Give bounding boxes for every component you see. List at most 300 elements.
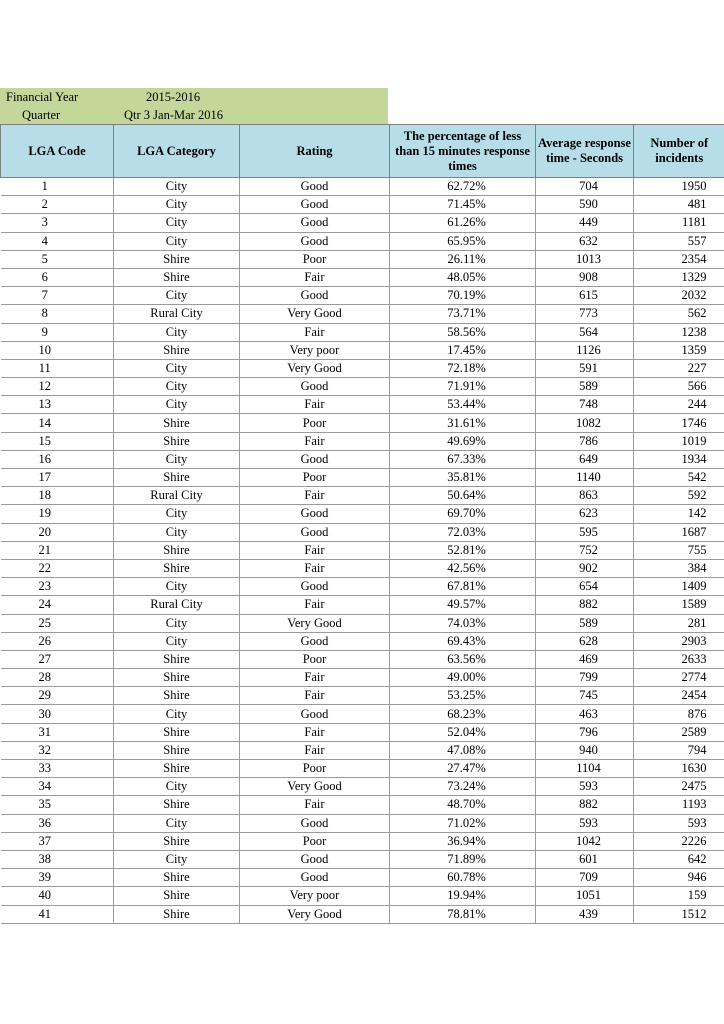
rating-cell: Fair <box>240 487 390 505</box>
incidents-cell: 1630 <box>634 760 724 778</box>
lga-category-cell: City <box>114 196 240 214</box>
incidents-cell: 281 <box>634 614 724 632</box>
table-row <box>1 905 724 923</box>
lga-code-cell: 34 <box>1 778 114 796</box>
lga-category-cell: City <box>114 523 240 541</box>
incidents-cell: 2454 <box>634 687 724 705</box>
table-row <box>1 178 724 196</box>
header-average-response-time: Average response time - Seconds <box>536 125 634 178</box>
table-row <box>1 705 724 723</box>
rating-cell: Very poor <box>240 887 390 905</box>
rating-cell: Good <box>240 578 390 596</box>
lga-category-cell: Shire <box>114 650 240 668</box>
incidents-cell: 1950 <box>634 178 724 196</box>
incidents-cell: 1934 <box>634 450 724 468</box>
avg-response-cell: 589 <box>536 614 634 632</box>
report-meta <box>0 88 388 124</box>
avg-response-cell: 704 <box>536 178 634 196</box>
table-row <box>1 632 724 650</box>
quarter-row <box>0 106 388 124</box>
incidents-cell: 1181 <box>634 214 724 232</box>
table-row <box>1 760 724 778</box>
percentage-cell: 70.19% <box>390 287 536 305</box>
percentage-cell: 61.26% <box>390 214 536 232</box>
lga-category-cell: Shire <box>114 250 240 268</box>
lga-category-cell: City <box>114 505 240 523</box>
rating-cell: Good <box>240 632 390 650</box>
lga-category-cell: Shire <box>114 432 240 450</box>
rating-cell: Poor <box>240 250 390 268</box>
table-row <box>1 505 724 523</box>
avg-response-cell: 1104 <box>536 760 634 778</box>
lga-category-cell: Shire <box>114 268 240 286</box>
table-row <box>1 232 724 250</box>
incidents-cell: 1687 <box>634 523 724 541</box>
incidents-cell: 227 <box>634 359 724 377</box>
table-row <box>1 214 724 232</box>
lga-code-cell: 30 <box>1 705 114 723</box>
rating-cell: Poor <box>240 414 390 432</box>
rating-cell: Good <box>240 196 390 214</box>
percentage-cell: 53.25% <box>390 687 536 705</box>
lga-category-cell: Shire <box>114 723 240 741</box>
incidents-cell: 159 <box>634 887 724 905</box>
percentage-cell: 49.57% <box>390 596 536 614</box>
header-lga-category: LGA Category <box>114 125 240 178</box>
incidents-cell: 2475 <box>634 778 724 796</box>
table-row <box>1 723 724 741</box>
rating-cell: Fair <box>240 268 390 286</box>
lga-category-cell: Shire <box>114 469 240 487</box>
table-row <box>1 287 724 305</box>
table-row <box>1 432 724 450</box>
incidents-cell: 1589 <box>634 596 724 614</box>
header-number-of-incidents: Number of incidents <box>634 125 724 178</box>
rating-cell: Good <box>240 869 390 887</box>
avg-response-cell: 796 <box>536 723 634 741</box>
incidents-cell: 2903 <box>634 632 724 650</box>
percentage-cell: 78.81% <box>390 905 536 923</box>
avg-response-cell: 1042 <box>536 832 634 850</box>
avg-response-cell: 908 <box>536 268 634 286</box>
lga-category-cell: City <box>114 814 240 832</box>
percentage-cell: 49.00% <box>390 669 536 687</box>
incidents-cell: 794 <box>634 741 724 759</box>
percentage-cell: 47.08% <box>390 741 536 759</box>
lga-code-cell: 18 <box>1 487 114 505</box>
lga-category-cell: City <box>114 214 240 232</box>
percentage-cell: 71.02% <box>390 814 536 832</box>
lga-category-cell: City <box>114 287 240 305</box>
incidents-cell: 642 <box>634 850 724 868</box>
avg-response-cell: 1126 <box>536 341 634 359</box>
avg-response-cell: 902 <box>536 559 634 577</box>
percentage-cell: 69.43% <box>390 632 536 650</box>
avg-response-cell: 593 <box>536 814 634 832</box>
rating-cell: Poor <box>240 650 390 668</box>
lga-code-cell: 31 <box>1 723 114 741</box>
lga-category-cell: Shire <box>114 341 240 359</box>
lga-category-cell: Shire <box>114 559 240 577</box>
financial-year-row <box>0 88 388 106</box>
avg-response-cell: 1140 <box>536 469 634 487</box>
table-row <box>1 614 724 632</box>
lga-code-cell: 36 <box>1 814 114 832</box>
percentage-cell: 71.89% <box>390 850 536 868</box>
percentage-cell: 67.33% <box>390 450 536 468</box>
lga-code-cell: 8 <box>1 305 114 323</box>
lga-category-cell: City <box>114 232 240 250</box>
header-percentage-under-15-min: The percentage of less than 15 minutes response times <box>390 125 536 178</box>
percentage-cell: 31.61% <box>390 414 536 432</box>
avg-response-cell: 799 <box>536 669 634 687</box>
lga-category-cell: City <box>114 178 240 196</box>
avg-response-cell: 752 <box>536 541 634 559</box>
lga-code-cell: 20 <box>1 523 114 541</box>
percentage-cell: 26.11% <box>390 250 536 268</box>
table-row <box>1 250 724 268</box>
table-row <box>1 559 724 577</box>
percentage-cell: 74.03% <box>390 614 536 632</box>
incidents-cell: 2774 <box>634 669 724 687</box>
percentage-cell: 52.81% <box>390 541 536 559</box>
incidents-cell: 593 <box>634 814 724 832</box>
table-body <box>1 178 724 924</box>
table-row <box>1 268 724 286</box>
lga-category-cell: Shire <box>114 832 240 850</box>
percentage-cell: 48.05% <box>390 268 536 286</box>
lga-category-cell: Shire <box>114 796 240 814</box>
incidents-cell: 2589 <box>634 723 724 741</box>
lga-code-cell: 19 <box>1 505 114 523</box>
lga-code-cell: 13 <box>1 396 114 414</box>
header-rating: Rating <box>240 125 390 178</box>
percentage-cell: 36.94% <box>390 832 536 850</box>
rating-cell: Fair <box>240 596 390 614</box>
lga-code-cell: 35 <box>1 796 114 814</box>
percentage-cell: 71.91% <box>390 378 536 396</box>
rating-cell: Good <box>240 523 390 541</box>
avg-response-cell: 748 <box>536 396 634 414</box>
percentage-cell: 58.56% <box>390 323 536 341</box>
financial-year-label: Financial Year <box>6 90 79 104</box>
lga-code-cell: 25 <box>1 614 114 632</box>
lga-code-cell: 33 <box>1 760 114 778</box>
rating-cell: Good <box>240 214 390 232</box>
avg-response-cell: 593 <box>536 778 634 796</box>
lga-category-cell: City <box>114 323 240 341</box>
table-row <box>1 196 724 214</box>
avg-response-cell: 745 <box>536 687 634 705</box>
incidents-cell: 1193 <box>634 796 724 814</box>
table-row <box>1 869 724 887</box>
percentage-cell: 68.23% <box>390 705 536 723</box>
percentage-cell: 52.04% <box>390 723 536 741</box>
lga-code-cell: 10 <box>1 341 114 359</box>
avg-response-cell: 632 <box>536 232 634 250</box>
percentage-cell: 49.69% <box>390 432 536 450</box>
table-row <box>1 359 724 377</box>
lga-code-cell: 7 <box>1 287 114 305</box>
lga-category-cell: City <box>114 632 240 650</box>
table-row <box>1 341 724 359</box>
lga-code-cell: 21 <box>1 541 114 559</box>
lga-category-cell: Shire <box>114 741 240 759</box>
lga-category-cell: City <box>114 705 240 723</box>
rating-cell: Good <box>240 450 390 468</box>
percentage-cell: 50.64% <box>390 487 536 505</box>
percentage-cell: 19.94% <box>390 887 536 905</box>
lga-code-cell: 15 <box>1 432 114 450</box>
lga-code-cell: 11 <box>1 359 114 377</box>
rating-cell: Fair <box>240 541 390 559</box>
table-row <box>1 414 724 432</box>
table-header-row <box>1 125 724 178</box>
table-row <box>1 323 724 341</box>
rating-cell: Poor <box>240 832 390 850</box>
rating-cell: Fair <box>240 669 390 687</box>
avg-response-cell: 628 <box>536 632 634 650</box>
rating-cell: Very Good <box>240 359 390 377</box>
lga-category-cell: Shire <box>114 541 240 559</box>
avg-response-cell: 564 <box>536 323 634 341</box>
lga-code-cell: 39 <box>1 869 114 887</box>
table-row <box>1 778 724 796</box>
avg-response-cell: 1013 <box>536 250 634 268</box>
rating-cell: Fair <box>240 323 390 341</box>
percentage-cell: 65.95% <box>390 232 536 250</box>
avg-response-cell: 1082 <box>536 414 634 432</box>
lga-code-cell: 24 <box>1 596 114 614</box>
avg-response-cell: 623 <box>536 505 634 523</box>
table-row <box>1 378 724 396</box>
table-row <box>1 396 724 414</box>
lga-code-cell: 1 <box>1 178 114 196</box>
incidents-cell: 481 <box>634 196 724 214</box>
table-row <box>1 814 724 832</box>
lga-category-cell: Shire <box>114 760 240 778</box>
rating-cell: Good <box>240 232 390 250</box>
incidents-cell: 592 <box>634 487 724 505</box>
lga-category-cell: City <box>114 850 240 868</box>
table-row <box>1 832 724 850</box>
table-row <box>1 741 724 759</box>
lga-code-cell: 3 <box>1 214 114 232</box>
avg-response-cell: 463 <box>536 705 634 723</box>
incidents-cell: 542 <box>634 469 724 487</box>
avg-response-cell: 940 <box>536 741 634 759</box>
avg-response-cell: 882 <box>536 596 634 614</box>
percentage-cell: 48.70% <box>390 796 536 814</box>
incidents-cell: 566 <box>634 378 724 396</box>
avg-response-cell: 595 <box>536 523 634 541</box>
rating-cell: Good <box>240 178 390 196</box>
percentage-cell: 71.45% <box>390 196 536 214</box>
rating-cell: Very Good <box>240 305 390 323</box>
table-row <box>1 669 724 687</box>
rating-cell: Good <box>240 705 390 723</box>
rating-cell: Fair <box>240 432 390 450</box>
quarter-value: Qtr 3 Jan-Mar 2016 <box>124 108 223 122</box>
rating-cell: Very Good <box>240 905 390 923</box>
rating-cell: Poor <box>240 760 390 778</box>
avg-response-cell: 439 <box>536 905 634 923</box>
lga-code-cell: 14 <box>1 414 114 432</box>
avg-response-cell: 589 <box>536 378 634 396</box>
incidents-cell: 1512 <box>634 905 724 923</box>
avg-response-cell: 786 <box>536 432 634 450</box>
rating-cell: Fair <box>240 723 390 741</box>
incidents-cell: 557 <box>634 232 724 250</box>
lga-code-cell: 6 <box>1 268 114 286</box>
incidents-cell: 1746 <box>634 414 724 432</box>
lga-code-cell: 16 <box>1 450 114 468</box>
rating-cell: Very Good <box>240 778 390 796</box>
percentage-cell: 73.24% <box>390 778 536 796</box>
rating-cell: Good <box>240 378 390 396</box>
lga-code-cell: 5 <box>1 250 114 268</box>
rating-cell: Good <box>240 850 390 868</box>
rating-cell: Very poor <box>240 341 390 359</box>
lga-category-cell: City <box>114 778 240 796</box>
avg-response-cell: 449 <box>536 214 634 232</box>
lga-category-cell: Shire <box>114 669 240 687</box>
lga-category-cell: Shire <box>114 869 240 887</box>
avg-response-cell: 1051 <box>536 887 634 905</box>
rating-cell: Fair <box>240 396 390 414</box>
percentage-cell: 17.45% <box>390 341 536 359</box>
percentage-cell: 72.18% <box>390 359 536 377</box>
percentage-cell: 53.44% <box>390 396 536 414</box>
rating-cell: Good <box>240 287 390 305</box>
lga-code-cell: 28 <box>1 669 114 687</box>
rating-cell: Poor <box>240 469 390 487</box>
incidents-cell: 876 <box>634 705 724 723</box>
lga-category-cell: Rural City <box>114 305 240 323</box>
rating-cell: Fair <box>240 796 390 814</box>
percentage-cell: 73.71% <box>390 305 536 323</box>
table-row <box>1 796 724 814</box>
financial-year-value: 2015-2016 <box>146 90 201 104</box>
lga-category-cell: Shire <box>114 414 240 432</box>
table-row <box>1 578 724 596</box>
lga-category-cell: Rural City <box>114 596 240 614</box>
percentage-cell: 42.56% <box>390 559 536 577</box>
table-row <box>1 469 724 487</box>
avg-response-cell: 654 <box>536 578 634 596</box>
table-row <box>1 650 724 668</box>
rating-cell: Fair <box>240 741 390 759</box>
rating-cell: Very Good <box>240 614 390 632</box>
lga-category-cell: Rural City <box>114 487 240 505</box>
incidents-cell: 142 <box>634 505 724 523</box>
avg-response-cell: 709 <box>536 869 634 887</box>
lga-code-cell: 23 <box>1 578 114 596</box>
avg-response-cell: 882 <box>536 796 634 814</box>
avg-response-cell: 863 <box>536 487 634 505</box>
table-row <box>1 541 724 559</box>
lga-category-cell: Shire <box>114 887 240 905</box>
lga-code-cell: 32 <box>1 741 114 759</box>
avg-response-cell: 649 <box>536 450 634 468</box>
lga-code-cell: 2 <box>1 196 114 214</box>
lga-code-cell: 37 <box>1 832 114 850</box>
lga-code-cell: 41 <box>1 905 114 923</box>
lga-code-cell: 26 <box>1 632 114 650</box>
lga-category-cell: City <box>114 359 240 377</box>
header-lga-code: LGA Code <box>1 125 114 178</box>
incidents-cell: 755 <box>634 541 724 559</box>
incidents-cell: 2032 <box>634 287 724 305</box>
lga-code-cell: 22 <box>1 559 114 577</box>
lga-code-cell: 27 <box>1 650 114 668</box>
incidents-cell: 946 <box>634 869 724 887</box>
percentage-cell: 69.70% <box>390 505 536 523</box>
lga-category-cell: City <box>114 450 240 468</box>
avg-response-cell: 773 <box>536 305 634 323</box>
lga-code-cell: 40 <box>1 887 114 905</box>
rating-cell: Fair <box>240 559 390 577</box>
percentage-cell: 60.78% <box>390 869 536 887</box>
incidents-cell: 2633 <box>634 650 724 668</box>
avg-response-cell: 590 <box>536 196 634 214</box>
table-row <box>1 450 724 468</box>
lga-category-cell: City <box>114 578 240 596</box>
percentage-cell: 35.81% <box>390 469 536 487</box>
lga-code-cell: 9 <box>1 323 114 341</box>
rating-cell: Fair <box>240 687 390 705</box>
lga-code-cell: 38 <box>1 850 114 868</box>
percentage-cell: 27.47% <box>390 760 536 778</box>
lga-response-table <box>0 124 724 924</box>
table-row <box>1 305 724 323</box>
table-row <box>1 687 724 705</box>
lga-code-cell: 12 <box>1 378 114 396</box>
lga-category-cell: City <box>114 378 240 396</box>
lga-code-cell: 17 <box>1 469 114 487</box>
table-row <box>1 487 724 505</box>
lga-code-cell: 29 <box>1 687 114 705</box>
incidents-cell: 244 <box>634 396 724 414</box>
incidents-cell: 2226 <box>634 832 724 850</box>
table-row <box>1 887 724 905</box>
percentage-cell: 62.72% <box>390 178 536 196</box>
incidents-cell: 384 <box>634 559 724 577</box>
percentage-cell: 72.03% <box>390 523 536 541</box>
table-row <box>1 850 724 868</box>
lga-category-cell: Shire <box>114 687 240 705</box>
incidents-cell: 1359 <box>634 341 724 359</box>
rating-cell: Good <box>240 814 390 832</box>
incidents-cell: 562 <box>634 305 724 323</box>
lga-code-cell: 4 <box>1 232 114 250</box>
rating-cell: Good <box>240 505 390 523</box>
lga-category-cell: City <box>114 396 240 414</box>
avg-response-cell: 601 <box>536 850 634 868</box>
percentage-cell: 63.56% <box>390 650 536 668</box>
avg-response-cell: 615 <box>536 287 634 305</box>
incidents-cell: 1019 <box>634 432 724 450</box>
avg-response-cell: 591 <box>536 359 634 377</box>
lga-category-cell: Shire <box>114 905 240 923</box>
avg-response-cell: 469 <box>536 650 634 668</box>
incidents-cell: 1409 <box>634 578 724 596</box>
incidents-cell: 1329 <box>634 268 724 286</box>
incidents-cell: 2354 <box>634 250 724 268</box>
table-row <box>1 596 724 614</box>
lga-category-cell: City <box>114 614 240 632</box>
quarter-label: Quarter <box>22 108 61 122</box>
